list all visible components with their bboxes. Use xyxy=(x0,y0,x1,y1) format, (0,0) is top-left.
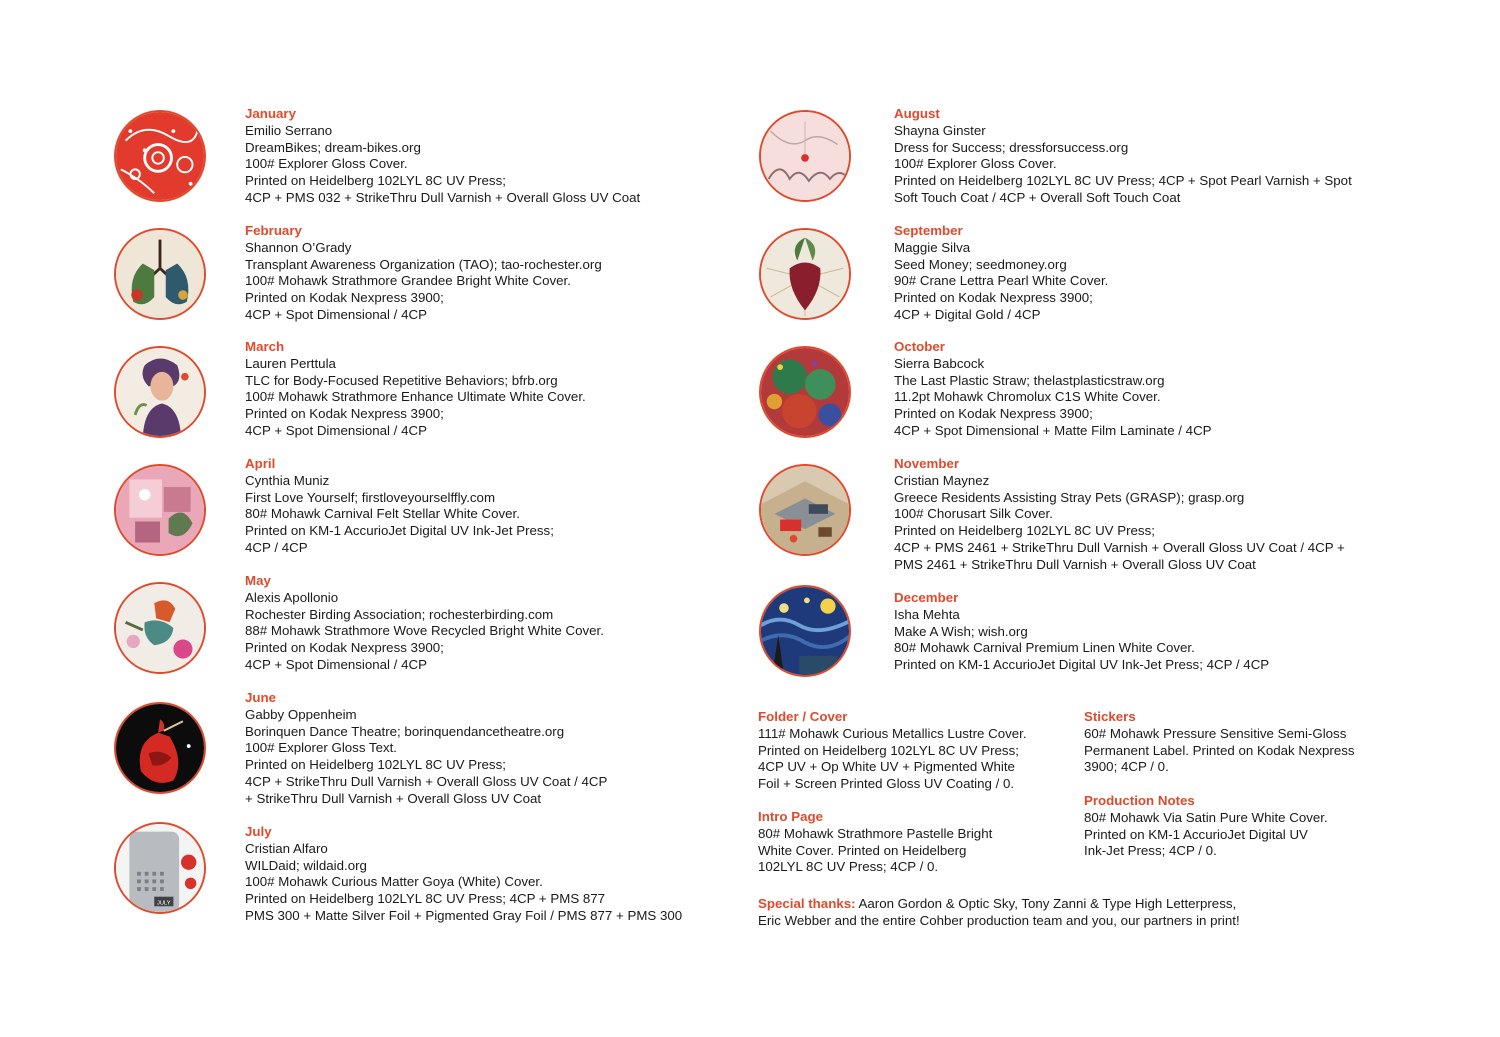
paper-stock: 100# Explorer Gloss Cover. xyxy=(245,156,408,172)
march-text xyxy=(245,339,586,440)
aug-script-art xyxy=(759,110,851,202)
thanks-text-2: Eric Webber and the entire Cohber production team and you, our partners in print! xyxy=(758,912,1240,928)
jun-art-svg xyxy=(116,704,204,792)
oct-art-svg xyxy=(761,348,849,436)
folder-line: 111# Mohawk Curious Metallics Lustre Cover. xyxy=(758,725,1027,741)
artist-name: Gabby Oppenheim xyxy=(245,706,357,722)
feb-art-svg xyxy=(116,230,204,318)
production-line: Printed on KM-1 AccurioJet Digital UV xyxy=(1084,826,1308,842)
oct-straws-art xyxy=(759,346,851,438)
november-text xyxy=(894,456,1345,574)
organization: TLC for Body-Focused Repetitive Behaviors; bfrb.org xyxy=(245,372,558,388)
press-info: Printed on Heidelberg 102LYL 8C UV Press; xyxy=(245,173,506,189)
production-notes xyxy=(1084,793,1328,860)
special-thanks xyxy=(758,896,1240,930)
mar-portrait-art xyxy=(114,346,206,438)
intro-line: White Cover. Printed on Heidelberg xyxy=(758,842,967,858)
october-text xyxy=(894,339,1212,440)
organization: WILDaid; wildaid.org xyxy=(245,857,367,873)
folder-line: Foil + Screen Printed Gloss UV Coating / 0. xyxy=(758,776,1015,792)
press-info: Printed on Kodak Nexpress 3900; xyxy=(245,406,444,422)
intro-page-notes xyxy=(758,809,992,876)
nov-art-svg xyxy=(761,466,849,554)
production-line: 80# Mohawk Via Satin Pure White Cover. xyxy=(1084,809,1328,825)
january-text xyxy=(245,106,640,207)
paper-stock: 100# Explorer Gloss Text. xyxy=(245,740,398,756)
artist-name: Shayna Ginster xyxy=(894,122,986,138)
intro-page-title: Intro Page xyxy=(758,809,824,824)
paper-stock: 100# Mohawk Curious Matter Goya (White) Cover. xyxy=(245,874,543,890)
aug-art-svg xyxy=(761,112,849,200)
month-title: February xyxy=(245,223,302,238)
sep-beet-art xyxy=(759,228,851,320)
ink-info: 4CP + Spot Dimensional / 4CP xyxy=(245,306,427,322)
organization: The Last Plastic Straw; thelastplasticstraw.org xyxy=(894,372,1165,388)
folder-cover-title: Folder / Cover xyxy=(758,709,848,724)
month-title: September xyxy=(894,223,963,238)
artist-name: Sierra Babcock xyxy=(894,355,985,371)
artist-name: Cristian Alfaro xyxy=(245,840,328,856)
organization: Greece Residents Assisting Stray Pets (GRASP); grasp.org xyxy=(894,489,1245,505)
folder-line: Printed on Heidelberg 102LYL 8C UV Press; xyxy=(758,742,1019,758)
folder-cover-notes xyxy=(758,709,1027,793)
stickers-title: Stickers xyxy=(1084,709,1136,724)
july-text xyxy=(245,824,682,925)
ink-info: 4CP + PMS 032 + StrikeThru Dull Varnish + Overall Gloss UV Coat xyxy=(245,189,641,205)
thanks-text-1: Aaron Gordon & Optic Sky, Tony Zanni & Type High Letterpress, xyxy=(855,896,1237,911)
ink-info: 4CP + Spot Dimensional + Matte Film Laminate / 4CP xyxy=(894,422,1212,438)
press-info: Printed on Heidelberg 102LYL 8C UV Press; xyxy=(894,523,1155,539)
ink-info: 4CP + PMS 2461 + StrikeThru Dull Varnish + Overall Gloss UV Coat / 4CP + xyxy=(894,539,1345,555)
jul-calendar-art xyxy=(114,822,206,914)
artist-name: Lauren Perttula xyxy=(245,355,336,371)
apr-collage-art xyxy=(114,464,206,556)
sep-art-svg xyxy=(761,230,849,318)
artist-name: Shannon O’Grady xyxy=(245,239,352,255)
month-title: April xyxy=(245,456,276,471)
may-birds-art xyxy=(114,582,206,674)
mar-art-svg xyxy=(116,348,204,436)
press-info: Printed on Kodak Nexpress 3900; xyxy=(245,290,444,306)
production-line: Ink-Jet Press; 4CP / 0. xyxy=(1084,843,1217,859)
stickers-line: Permanent Label. Printed on Kodak Nexpress xyxy=(1084,742,1355,758)
ink-info: 4CP + StrikeThru Dull Varnish + Overall Gloss UV Coat / 4CP xyxy=(245,773,608,789)
organization: First Love Yourself; firstloveyourselffly.com xyxy=(245,489,496,505)
organization: DreamBikes; dream-bikes.org xyxy=(245,139,421,155)
press-info: Printed on Heidelberg 102LYL 8C UV Press; 4CP + Spot Pearl Varnish + Spot xyxy=(894,173,1352,189)
organization: Transplant Awareness Organization (TAO); tao-rochester.org xyxy=(245,256,602,272)
month-title: March xyxy=(245,339,285,354)
intro-line: 80# Mohawk Strathmore Pastelle Bright xyxy=(758,825,993,841)
month-title: November xyxy=(894,456,960,471)
dec-art-svg xyxy=(761,587,849,675)
artist-name: Maggie Silva xyxy=(894,239,971,255)
organization: Seed Money; seedmoney.org xyxy=(894,256,1067,272)
ink-info: 4CP + Digital Gold / 4CP xyxy=(894,306,1041,322)
dec-starry-art xyxy=(759,585,851,677)
ink-info: 4CP / 4CP xyxy=(245,539,308,555)
ink-info-continued: PMS 2461 + StrikeThru Dull Varnish + Overall Gloss UV Coat xyxy=(894,556,1256,572)
month-title: October xyxy=(894,339,945,354)
apr-art-svg xyxy=(116,466,204,554)
thanks-label: Special thanks: xyxy=(758,896,856,911)
stickers-line: 60# Mohawk Pressure Sensitive Semi-Gloss xyxy=(1084,725,1347,741)
may-art-svg xyxy=(116,584,204,672)
month-title: December xyxy=(894,590,959,605)
press-info: Printed on Kodak Nexpress 3900; xyxy=(894,290,1093,306)
organization: Rochester Birding Association; rochesterbirding.com xyxy=(245,606,554,622)
organization: Borinquen Dance Theatre; borinquendancetheatre.org xyxy=(245,723,565,739)
artist-name: Emilio Serrano xyxy=(245,122,333,138)
month-title: May xyxy=(245,573,271,588)
june-text xyxy=(245,690,607,808)
jun-dancer-art xyxy=(114,702,206,794)
paper-stock: 11.2pt Mohawk Chromolux C1S White Cover. xyxy=(894,389,1161,405)
ink-info: 4CP + Spot Dimensional / 4CP xyxy=(245,656,427,672)
folder-line: 4CP UV + Op White UV + Pigmented White xyxy=(758,759,1015,775)
jul-art-label: JULY xyxy=(157,900,171,907)
jan-art-svg xyxy=(116,112,204,200)
press-info: Printed on Heidelberg 102LYL 8C UV Press; 4CP + PMS 877 xyxy=(245,891,606,907)
paper-stock: 90# Crane Lettra Pearl White Cover. xyxy=(894,273,1109,289)
stickers-notes xyxy=(1084,709,1355,776)
nov-room-art xyxy=(759,464,851,556)
paper-stock: 100# Mohawk Strathmore Enhance Ultimate White Cover. xyxy=(245,389,586,405)
paper-stock: 88# Mohawk Strathmore Wove Recycled Bright White Cover. xyxy=(245,623,604,639)
thanks-line-1 xyxy=(758,896,1240,913)
month-title: July xyxy=(245,824,272,839)
artist-name: Alexis Apollonio xyxy=(245,589,339,605)
press-info: Printed on Kodak Nexpress 3900; xyxy=(245,640,444,656)
paper-stock: 100# Chorusart Silk Cover. xyxy=(894,506,1053,522)
month-title: January xyxy=(245,106,296,121)
september-text xyxy=(894,223,1108,324)
artist-name: Isha Mehta xyxy=(894,606,960,622)
ink-info: PMS 300 + Matte Silver Foil + Pigmented Gray Foil / PMS 877 + PMS 300 xyxy=(245,907,683,923)
organization: Make A Wish; wish.org xyxy=(894,623,1028,639)
artist-name: Cristian Maynez xyxy=(894,472,990,488)
press-info: Printed on KM-1 AccurioJet Digital UV Ink-Jet Press; xyxy=(245,523,554,539)
press-info: Printed on Heidelberg 102LYL 8C UV Press; xyxy=(245,757,506,773)
month-title: August xyxy=(894,106,940,121)
february-text xyxy=(245,223,602,324)
month-title: June xyxy=(245,690,277,705)
ink-info: Soft Touch Coat / 4CP + Overall Soft Touch Coat xyxy=(894,189,1181,205)
december-text xyxy=(894,590,1269,674)
ink-info-continued: + StrikeThru Dull Varnish + Overall Gloss UV Coat xyxy=(245,790,542,806)
jan-splatter-art xyxy=(114,110,206,202)
intro-line: 102LYL 8C UV Press; 4CP / 0. xyxy=(758,859,939,875)
ink-info: 4CP + Spot Dimensional / 4CP xyxy=(245,422,427,438)
august-text xyxy=(894,106,1352,207)
paper-stock: 80# Mohawk Carnival Felt Stellar White Cover. xyxy=(245,506,520,522)
press-info: Printed on Kodak Nexpress 3900; xyxy=(894,406,1093,422)
paper-stock: 80# Mohawk Carnival Premium Linen White Cover. xyxy=(894,640,1195,656)
artist-name: Cynthia Muniz xyxy=(245,472,330,488)
organization: Dress for Success; dressforsuccess.org xyxy=(894,139,1129,155)
april-text xyxy=(245,456,554,557)
stickers-line: 3900; 4CP / 0. xyxy=(1084,759,1169,775)
press-info: Printed on KM-1 AccurioJet Digital UV Ink-Jet Press; 4CP / 4CP xyxy=(894,657,1270,673)
jul-art-svg xyxy=(116,824,204,912)
feb-lungs-art xyxy=(114,228,206,320)
paper-stock: 100# Mohawk Strathmore Grandee Bright White Cover. xyxy=(245,273,571,289)
may-text xyxy=(245,573,604,674)
production-notes-title: Production Notes xyxy=(1084,793,1195,808)
paper-stock: 100# Explorer Gloss Cover. xyxy=(894,156,1057,172)
